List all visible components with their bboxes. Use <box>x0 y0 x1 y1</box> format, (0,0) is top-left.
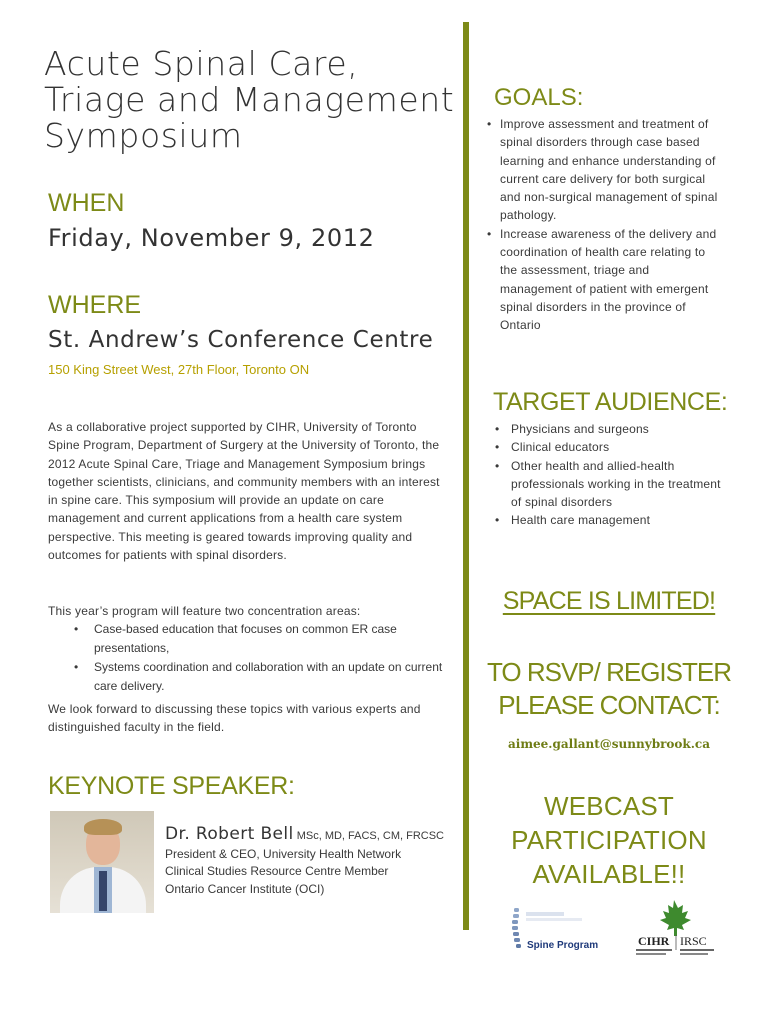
list-item: • Case-based education that focuses on common ER case presentations, <box>48 620 450 658</box>
list-item: • Systems coordination and collaboration with an update on current care delivery. <box>48 658 450 696</box>
cihr-irsc-logo <box>630 898 726 960</box>
contact-email-link[interactable]: aimee.gallant@sunnybrook.ca <box>507 737 710 751</box>
goals-heading: GOALS: <box>494 84 584 111</box>
title-line-2: Triage and Management <box>44 80 455 119</box>
column-divider <box>463 22 469 930</box>
webcast-notice <box>478 789 740 891</box>
title-line-3: Symposium <box>44 116 243 155</box>
speaker-membership: Clinical Studies Resource Centre Member <box>165 864 389 878</box>
list-item: • Other health and allied-health professionals working in the treatment of spinal disorders <box>492 457 724 512</box>
speaker-info <box>165 826 445 898</box>
cihr-label: CIHR <box>638 934 670 948</box>
event-date: Friday, November 9, 2012 <box>48 224 375 252</box>
spine-program-logo <box>500 904 598 956</box>
speaker-credentials: MSc, MD, FACS, CM, FRCSC <box>293 830 444 842</box>
list-item: • Improve assessment and treatment of spinal disorders through case based learning and enhance understanding of current care delivery for both surgical and non-surgical management of spinal pathology. <box>484 115 724 225</box>
list-item: • Physicians and surgeons <box>492 420 724 438</box>
webcast-line-3: AVAILABLE!! <box>532 859 686 889</box>
spine-icon <box>512 908 521 948</box>
program-intro: This year’s program will feature two concentration areas: <box>48 604 361 618</box>
list-item: • Clinical educators <box>492 438 724 456</box>
concentration-areas-list <box>48 620 450 696</box>
symposium-title <box>44 46 454 154</box>
when-heading: WHEN <box>48 189 125 217</box>
irsc-label: IRSC <box>680 934 707 948</box>
space-limited-notice <box>478 587 740 616</box>
space-limited-text: SPACE IS LIMITED! <box>502 587 716 615</box>
closing-paragraph: We look forward to discussing these topics with various experts and distinguished faculty in the field. <box>48 702 421 735</box>
target-audience-list <box>492 420 724 530</box>
webcast-line-1: WEBCAST <box>544 791 674 821</box>
rsvp-line-1: TO RSVP/ REGISTER <box>486 657 731 687</box>
goals-list <box>484 115 724 335</box>
venue-name: St. Andrew’s Conference Centre <box>48 327 434 353</box>
venue-address: 150 King Street West, 27th Floor, Toronto ON <box>48 362 310 377</box>
speaker-institute: Ontario Cancer Institute (OCI) <box>165 881 325 896</box>
list-item: • Increase awareness of the delivery and coordination of health care relating to the assessment, triage and management of patient with emergent spinal disorders in the province of Ontario <box>484 225 724 335</box>
speaker-photo <box>50 811 154 913</box>
keynote-heading: KEYNOTE SPEAKER: <box>48 772 295 800</box>
rsvp-line-2: PLEASE CONTACT: <box>498 690 720 720</box>
where-heading: WHERE <box>48 291 142 319</box>
intro-paragraph: As a collaborative project supported by CIHR, University of Toronto Spine Program, Department of Surgery at the University of Toronto, the 2012 Acute Spinal Care, Triage and Management Symposium brings together scientists, clinicians, and community members with an interest in spine care. This symposium will provide an update on care management and current applications from a health care system perspective. This meeting is geared towards improving quality and outcomes for patients with spinal disorders. <box>48 420 440 563</box>
rsvp-heading <box>478 656 740 722</box>
maple-leaf-icon <box>660 900 691 936</box>
target-audience-heading: TARGET AUDIENCE: <box>493 388 728 416</box>
spine-program-label: Spine Program <box>527 940 598 951</box>
list-item: • Health care management <box>492 511 724 529</box>
speaker-role: President & CEO, University Health Network <box>165 846 402 861</box>
title-line-1: Acute Spinal Care, <box>44 44 359 83</box>
speaker-name: Dr. Robert Bell <box>165 824 294 844</box>
webcast-line-2: PARTICIPATION <box>511 825 707 855</box>
